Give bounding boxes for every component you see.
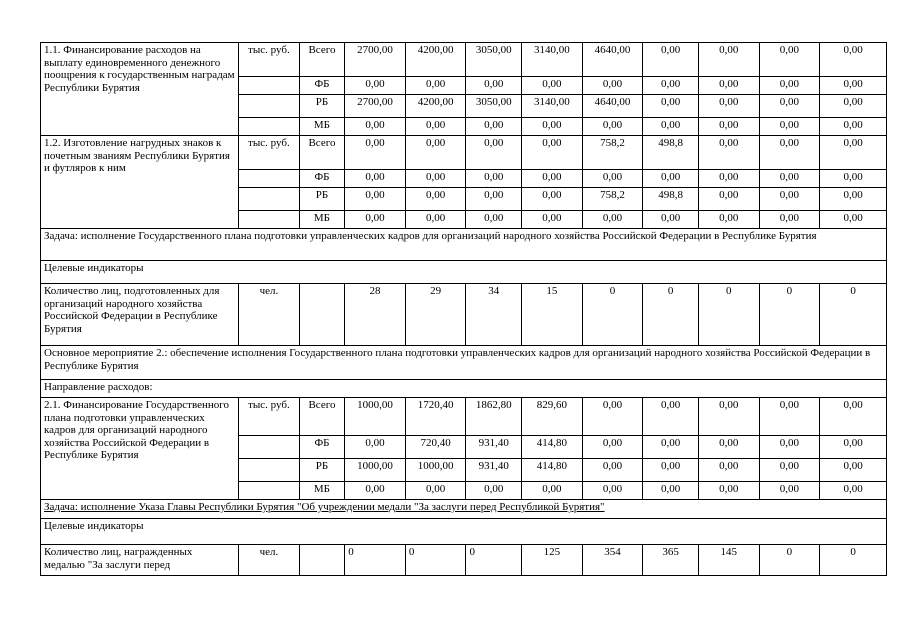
value-cell: 0,00 [759,43,820,77]
table-row [41,545,887,576]
table-row [41,500,887,519]
value-cell: 720,40 [405,436,466,459]
budget-table [40,42,887,576]
value-cell: 34 [466,284,522,346]
value-cell: 0,00 [643,459,699,482]
source-cell: Всего [299,136,344,170]
value-cell: 365 [643,545,699,576]
value-cell: 0,00 [698,211,759,229]
measure-name: 1.1. Финансирование расходов на выплату единовременного денежного поощрения к государственным наградам Республики Бурятия [41,43,239,136]
value-cell: 0,00 [405,77,466,95]
value-cell: 0,00 [643,211,699,229]
value-cell: 0 [698,284,759,346]
unit-cell [239,436,300,459]
value-cell: 0,00 [405,136,466,170]
value-cell: 0,00 [759,482,820,500]
value-cell: 0,00 [759,436,820,459]
value-cell: 29 [405,284,466,346]
table-row [41,519,887,545]
task-heading-text: Задача: исполнение Указа Главы Республики Бурятия "Об учреждении медали "За заслуги перед Республикой Бурятия" [44,501,605,513]
value-cell: 0,00 [643,170,699,188]
value-cell: 0,00 [698,459,759,482]
value-cell: 0,00 [582,398,643,436]
value-cell: 931,40 [466,436,522,459]
value-cell: 125 [522,545,583,576]
unit-cell [239,482,300,500]
unit-cell [239,170,300,188]
table-row [41,380,887,398]
value-cell: 0,00 [466,170,522,188]
task-heading [41,229,887,261]
indicators-heading-text: Целевые индикаторы [44,520,144,532]
value-cell: 28 [345,284,406,346]
value-cell: 0,00 [582,436,643,459]
value-cell: 0,00 [345,211,406,229]
value-cell: 0,00 [643,482,699,500]
measure-name: 2.1. Финансирование Государственного плана подготовки управленческих кадров для организаций народного хозяйства Российской Федерации в Республике Бурятия [41,398,239,500]
value-cell: 0,00 [522,170,583,188]
value-cell: 0,00 [643,77,699,95]
value-cell: 1000,00 [405,459,466,482]
value-cell: 2700,00 [345,95,406,118]
source-cell: Всего [299,43,344,77]
table-row [41,346,887,380]
value-cell: 0,00 [345,118,406,136]
unit-cell [239,118,300,136]
value-cell: 0,00 [698,136,759,170]
value-cell: 0,00 [759,77,820,95]
unit-cell: тыс. руб. [239,136,300,170]
value-cell: 0,00 [643,118,699,136]
value-cell: 0,00 [522,136,583,170]
value-cell: 0,00 [698,77,759,95]
value-cell: 0,00 [345,188,406,211]
value-cell: 3140,00 [522,95,583,118]
measure-name: 1.2. Изготовление нагрудных знаков к почетным званиям Республики Бурятия и футляров к ним [41,136,239,229]
value-cell: 0,00 [698,95,759,118]
value-cell: 0,00 [820,188,887,211]
value-cell: 0,00 [820,398,887,436]
value-cell: 0,00 [582,211,643,229]
value-cell: 0,00 [345,136,406,170]
value-cell: 0,00 [698,118,759,136]
value-cell: 0 [759,284,820,346]
value-cell: 0,00 [759,136,820,170]
value-cell: 0,00 [698,436,759,459]
value-cell: 0,00 [405,170,466,188]
value-cell: 0 [405,545,466,576]
value-cell: 0,00 [466,136,522,170]
value-cell: 0,00 [345,436,406,459]
value-cell: 0,00 [643,436,699,459]
source-cell: ФБ [299,170,344,188]
value-cell: 145 [698,545,759,576]
value-cell: 4200,00 [405,43,466,77]
value-cell: 758,2 [582,188,643,211]
value-cell: 0,00 [820,436,887,459]
value-cell: 0,00 [522,77,583,95]
value-cell: 0,00 [759,459,820,482]
value-cell: 0,00 [466,482,522,500]
value-cell: 354 [582,545,643,576]
value-cell: 0,00 [698,43,759,77]
value-cell: 0 [345,545,406,576]
value-cell: 3050,00 [466,43,522,77]
value-cell: 0 [820,545,887,576]
value-cell: 0,00 [698,482,759,500]
value-cell: 4200,00 [405,95,466,118]
value-cell: 0,00 [698,170,759,188]
unit-cell: чел. [239,545,300,576]
value-cell: 2700,00 [345,43,406,77]
value-cell: 0,00 [522,482,583,500]
unit-cell [239,211,300,229]
value-cell: 0,00 [405,211,466,229]
value-cell: 414,80 [522,436,583,459]
table-row [41,261,887,284]
value-cell: 0 [759,545,820,576]
value-cell: 0,00 [522,118,583,136]
indicators-heading-text: Целевые индикаторы [44,262,144,274]
source-cell: РБ [299,188,344,211]
value-cell: 0 [582,284,643,346]
unit-cell [239,188,300,211]
table-row [41,398,887,436]
value-cell: 0,00 [466,211,522,229]
value-cell: 0,00 [522,211,583,229]
value-cell: 0,00 [820,136,887,170]
value-cell: 1720,40 [405,398,466,436]
value-cell: 0,00 [405,188,466,211]
value-cell: 931,40 [466,459,522,482]
source-cell: МБ [299,211,344,229]
value-cell: 414,80 [522,459,583,482]
value-cell: 4640,00 [582,43,643,77]
source-cell: ФБ [299,436,344,459]
source-cell: МБ [299,118,344,136]
table-row [41,284,887,346]
value-cell: 0,00 [820,211,887,229]
value-cell: 0,00 [466,118,522,136]
value-cell: 15 [522,284,583,346]
source-cell [299,545,344,576]
main-activity-heading [41,346,887,380]
value-cell: 0,00 [759,188,820,211]
value-cell: 0,00 [522,188,583,211]
value-cell: 0,00 [405,482,466,500]
value-cell: 1000,00 [345,459,406,482]
value-cell: 0 [466,545,522,576]
indicators-heading [41,261,887,284]
unit-cell [239,77,300,95]
source-cell [299,284,344,346]
value-cell: 0,00 [643,95,699,118]
value-cell: 0 [643,284,699,346]
value-cell: 0,00 [643,43,699,77]
value-cell: 3050,00 [466,95,522,118]
source-cell: РБ [299,459,344,482]
expense-direction-heading [41,380,887,398]
value-cell: 0,00 [345,170,406,188]
value-cell: 498,8 [643,188,699,211]
value-cell: 758,2 [582,136,643,170]
unit-cell [239,459,300,482]
value-cell: 0,00 [759,118,820,136]
source-cell: МБ [299,482,344,500]
value-cell: 0,00 [820,482,887,500]
value-cell: 0,00 [820,77,887,95]
value-cell: 0,00 [345,482,406,500]
indicator-name: Количество лиц, награжденных медалью "За заслуги перед [41,545,239,576]
unit-cell: тыс. руб. [239,398,300,436]
value-cell: 0,00 [466,188,522,211]
value-cell: 0,00 [643,398,699,436]
value-cell: 0,00 [820,43,887,77]
source-cell: Всего [299,398,344,436]
value-cell: 0,00 [820,95,887,118]
indicators-heading [41,519,887,545]
task-heading [41,500,887,519]
value-cell: 0,00 [820,459,887,482]
value-cell: 0,00 [582,118,643,136]
value-cell: 0,00 [698,398,759,436]
value-cell: 0,00 [582,170,643,188]
value-cell: 829,60 [522,398,583,436]
expense-direction-heading-text: Направление расходов: [44,381,153,393]
value-cell: 0,00 [820,118,887,136]
indicator-name: Количество лиц, подготовленных для организаций народного хозяйства Российской Федерации в Республике Бурятия [41,284,239,346]
main-activity-heading-text: Основное мероприятие 2.: обеспечение исполнения Государственного плана подготовки управленческих кадров для организаций народного хозяйства Российской Федерации в Республике Бурятия [44,347,871,372]
unit-cell [239,95,300,118]
value-cell: 498,8 [643,136,699,170]
value-cell: 0,00 [759,211,820,229]
value-cell: 0,00 [759,170,820,188]
value-cell: 0 [820,284,887,346]
value-cell: 0,00 [820,170,887,188]
value-cell: 0,00 [582,77,643,95]
value-cell: 0,00 [582,482,643,500]
value-cell: 1000,00 [345,398,406,436]
source-cell: ФБ [299,77,344,95]
table-row [41,43,887,77]
value-cell: 0,00 [466,77,522,95]
value-cell: 3140,00 [522,43,583,77]
table-row [41,136,887,170]
value-cell: 0,00 [698,188,759,211]
value-cell: 4640,00 [582,95,643,118]
unit-cell: тыс. руб. [239,43,300,77]
value-cell: 0,00 [759,398,820,436]
value-cell: 0,00 [345,77,406,95]
value-cell: 0,00 [582,459,643,482]
value-cell: 0,00 [759,95,820,118]
source-cell: РБ [299,95,344,118]
table-row [41,229,887,261]
task-heading-text: Задача: исполнение Государственного плана подготовки управленческих кадров для организаций народного хозяйства Российской Федерации в Республике Бурятия [44,230,817,242]
value-cell: 1862,80 [466,398,522,436]
value-cell: 0,00 [405,118,466,136]
unit-cell: чел. [239,284,300,346]
